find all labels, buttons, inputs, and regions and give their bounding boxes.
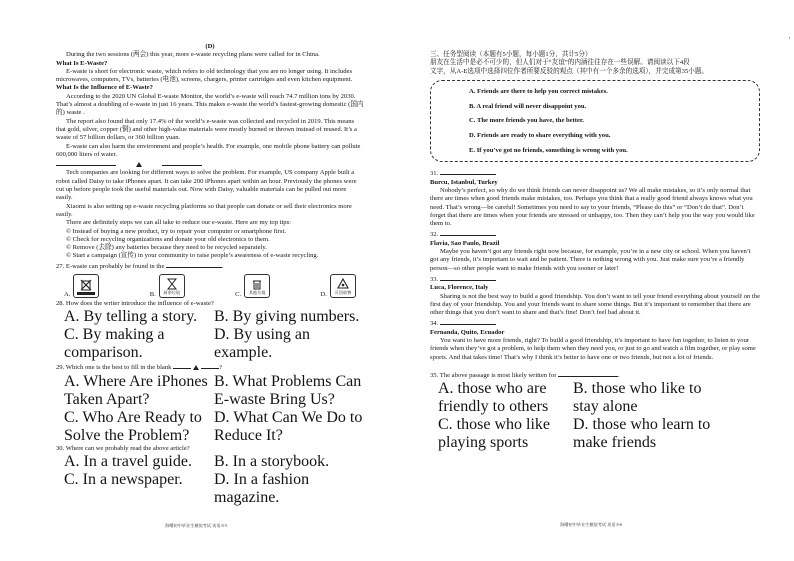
option-letter: A.	[64, 291, 71, 299]
choice[interactable]: B. In a storybook.	[214, 452, 330, 470]
option-b: B. A real friend will never disappoint you.	[469, 102, 587, 110]
option-letter: C.	[235, 291, 242, 299]
question-number: 33.	[430, 275, 439, 283]
blank-marker-triangle-icon	[136, 162, 142, 167]
author-name: Fernanda, Quito, Ecuador	[430, 328, 505, 336]
waste-sign-options	[56, 271, 364, 300]
question-29-text: 29. Which one is the best to fill in the blank	[56, 364, 172, 372]
option-letter: D.	[320, 291, 327, 299]
question-27-end: .	[222, 262, 224, 270]
intro-paragraph: During the two sessions (两会) this year, more e-waste recycling plans were called for in China.	[66, 51, 320, 59]
option-b[interactable]	[150, 274, 185, 298]
question-31	[430, 168, 760, 178]
option-letter: B.	[149, 291, 156, 299]
heading-influence: What Is the Influence of E-Waste?	[56, 84, 153, 92]
paragraph: The report also found that only 17.4% of the world’s e-waste was collected and recycled in 2019. This means that gold, silver, copper (铜) and other high-value materials were mostly burned or thrown instead of reused. It’s a waste of 57 billion dollars, or 360 billion yuan.	[56, 117, 357, 142]
author-name: Flavia, Sao Paulo, Brazil	[430, 239, 500, 247]
question-28: 28. How does the writer introduce the influence of e-waste?	[56, 300, 214, 308]
paragraph: There are definitely steps we can all take to reduce our e-waste. Here are my top tips:	[66, 219, 292, 227]
answer-blank-32[interactable]	[440, 229, 496, 236]
choice[interactable]: C. By making a comparison.	[64, 326, 165, 362]
option-a[interactable]	[64, 274, 99, 298]
options-box	[430, 80, 760, 163]
question-29-options	[56, 409, 364, 445]
blank-marker-triangle-icon	[193, 365, 199, 370]
page-footer: 海曙初中毕业生模拟考试 英语 8-5	[165, 523, 228, 528]
page-footer: 海曙初中毕业生模拟考试 英语 8-6	[560, 522, 623, 527]
food-waste-icon	[159, 274, 185, 298]
section-mark: (D)	[205, 43, 215, 50]
question-29	[56, 362, 364, 372]
option-a: A. Friends are there to help you correct mistakes.	[469, 87, 608, 95]
question-34	[430, 318, 760, 328]
question-27	[56, 261, 364, 271]
section-heading: 三、任务型阅读（本题有5小题，每小题1分，共计5分）	[430, 51, 592, 58]
choice[interactable]: C. those who like playing sports	[438, 416, 550, 452]
other-waste-icon	[244, 274, 270, 298]
question-30: 30. Where can we probably read the above article?	[56, 444, 190, 452]
paragraph: Tech companies are looking for different ways to solve the problem. For example, US company Apple built a robot called Daisy to take iPhones apart. It can take 200 iPhones apart within an hour. Previously the phones were cut up before people took the useful materials out. Now with Daisy, valuable materials can be pulled out more easily.	[56, 169, 357, 202]
author-name: Burcu, Istanbul, Turkey	[430, 178, 498, 186]
paragraph: E-waste can also harm the environment and people’s health. For example, one mobile phone battery can pollute 600,000 liters of water.	[56, 142, 361, 158]
left-column	[56, 43, 364, 507]
paragraph: You want to have more friends, right? To build a good friendship, it’s important to have fun together, to listen to your friends when they’ve got a problem, to help them when they need you, or just to go and watch a film together, or play some sports. And that takes time! That’s why I think it’s better to have one or two friends, but not a lot of friends.	[430, 337, 756, 361]
answer-blank-33[interactable]	[440, 274, 496, 281]
option-e: E. If you’ve got no friends, something is wrong with you.	[469, 146, 628, 154]
question-35-text: 35. The above passage is most likely written for	[430, 371, 557, 379]
question-29-options	[56, 373, 364, 409]
instructions: 文字，从A-E选项中选择四位作者所要反驳的观点（其中有一个多余的选项），并完成第35小题。	[430, 67, 709, 75]
choice[interactable]: D. What Can We Do to Reduce It?	[214, 408, 363, 444]
question-27-text: 27. E-waste can probably be found in the	[56, 262, 165, 270]
margin-mark: '	[788, 36, 790, 44]
right-column	[430, 51, 760, 452]
question-number: 34.	[430, 320, 439, 328]
choice[interactable]: D. By using an example.	[214, 326, 310, 362]
question-30-options	[56, 471, 364, 507]
tip-item: © Start a campaign (宣传) in your community to raise people’s awareness of e-waste recycling.	[66, 252, 319, 260]
question-number: 31.	[430, 170, 439, 178]
question-number: 32.	[430, 231, 439, 239]
author-name: Luca, Florence, Italy	[430, 284, 489, 292]
question-33	[430, 274, 760, 284]
instructions: 朋友在生活中是必不可少的，但人们对于“友谊”的内涵往往存在一些误解。请阅读以下4段	[430, 59, 690, 67]
question-29-end: ?	[219, 364, 223, 372]
paragraph: Xiaomi is also setting up e-waste recycling platforms so that people can donate or sell their electronics more easily.	[56, 202, 352, 218]
question-35-options	[430, 380, 760, 416]
option-d: D. Friends are ready to share everything with you.	[469, 132, 611, 139]
question-32	[430, 229, 760, 239]
question-35	[430, 370, 760, 380]
choice[interactable]: B. those who like to stay alone	[573, 380, 702, 416]
answer-blank-27[interactable]	[166, 261, 222, 268]
choice[interactable]: A. By telling a story.	[64, 308, 198, 326]
option-c: C. The more friends you have, the better.	[469, 117, 584, 125]
choice[interactable]: D. those who learn to make friends	[573, 416, 711, 452]
question-35-end: .	[618, 371, 620, 379]
choice[interactable]: C. Who Are Ready to Solve the Problem?	[64, 408, 202, 444]
tip-item: © Check for recycling organizations and donate your old electronics to them.	[66, 235, 270, 243]
sign-label: 可回收物	[334, 289, 352, 295]
choice[interactable]: A. Where Are iPhones Taken Apart?	[64, 372, 208, 408]
blank-heading-29	[56, 159, 364, 169]
choice[interactable]: C. In a newspaper.	[64, 470, 183, 488]
question-35-options	[430, 416, 760, 452]
option-d[interactable]	[321, 274, 356, 298]
tip-item: © Instead of buying a new product, try to repair your computer or smartphone first.	[66, 227, 286, 235]
question-30-options	[56, 453, 364, 471]
tip-item: © Remove (去除) any batteries because they need to be recycled separately.	[66, 244, 267, 252]
choice[interactable]: B. By giving numbers.	[214, 308, 360, 326]
paragraph: Maybe you haven’t got any friends right now because, for example, you’re in a new city or school. When you haven’t got any friends, it’s important to wait and be patient. There is nothing wrong with you. Just make sure you’re a friendly person—so other people want to make friends with you sooner or later!	[430, 248, 751, 272]
answer-blank-35[interactable]	[558, 370, 618, 377]
recyclable-icon	[330, 274, 356, 298]
choice[interactable]: A. In a travel guide.	[64, 452, 192, 470]
paragraph: E-waste is short for electronic waste, which refers to old technology that you are no longer using. It includes microwaves, computers, TVs, batteries (电池), screens, chargers, printer cartridges and even kitchen equipment.	[56, 67, 353, 84]
choice[interactable]: A. those who are friendly to others	[438, 380, 549, 416]
paragraph: Sharing is not the best way to build a good friendship. You don’t want to tell your friend everything about yourself on the first day of your friendship. You and your friends want to share some things. But it’s important to remember that there are other things that you don’t want to share and that’s fine! Don’t feel bad about it.	[430, 292, 760, 317]
option-c[interactable]	[235, 274, 270, 298]
hazardous-waste-icon	[73, 274, 99, 298]
sign-label: 厨余垃圾	[163, 289, 181, 295]
choice[interactable]: D. In a fashion magazine.	[214, 470, 310, 506]
sign-label: 其他垃圾	[248, 289, 266, 295]
question-28-options	[56, 326, 364, 362]
heading-what-is-ewaste: What Is E-Waste?	[56, 59, 108, 67]
answer-blank-31[interactable]	[440, 168, 496, 175]
answer-blank-29[interactable]	[173, 362, 191, 369]
answer-blank-34[interactable]	[440, 318, 496, 325]
paragraph: Nobody’s perfect, so why do we think friends can never disappoint us? We all make mistakes, so it’s only normal that there are times when good friends make mistakes, too. Perhaps you think that a really good friend always knows what you need. That’s wrong—be careful! Sometimes you need to say to your friends, “Please do this” or “Don’t do that”. Don’t forget that there are times when your friends are stressed or unhappy, too. Then they can’t help you the way you would like them to.	[430, 187, 755, 228]
choice[interactable]: B. What Problems Can E-waste Bring Us?	[214, 372, 362, 408]
question-28-options	[56, 308, 364, 326]
paragraph: According to the 2020 UN Global E-waste Monitor, the world’s e-waste will reach 74.7 million tons by 2030. That’s almost a doubling of e-waste in just 16 years. This makes e-waste the world’s fastest-growing domestic (国内的) waste .	[56, 92, 364, 117]
